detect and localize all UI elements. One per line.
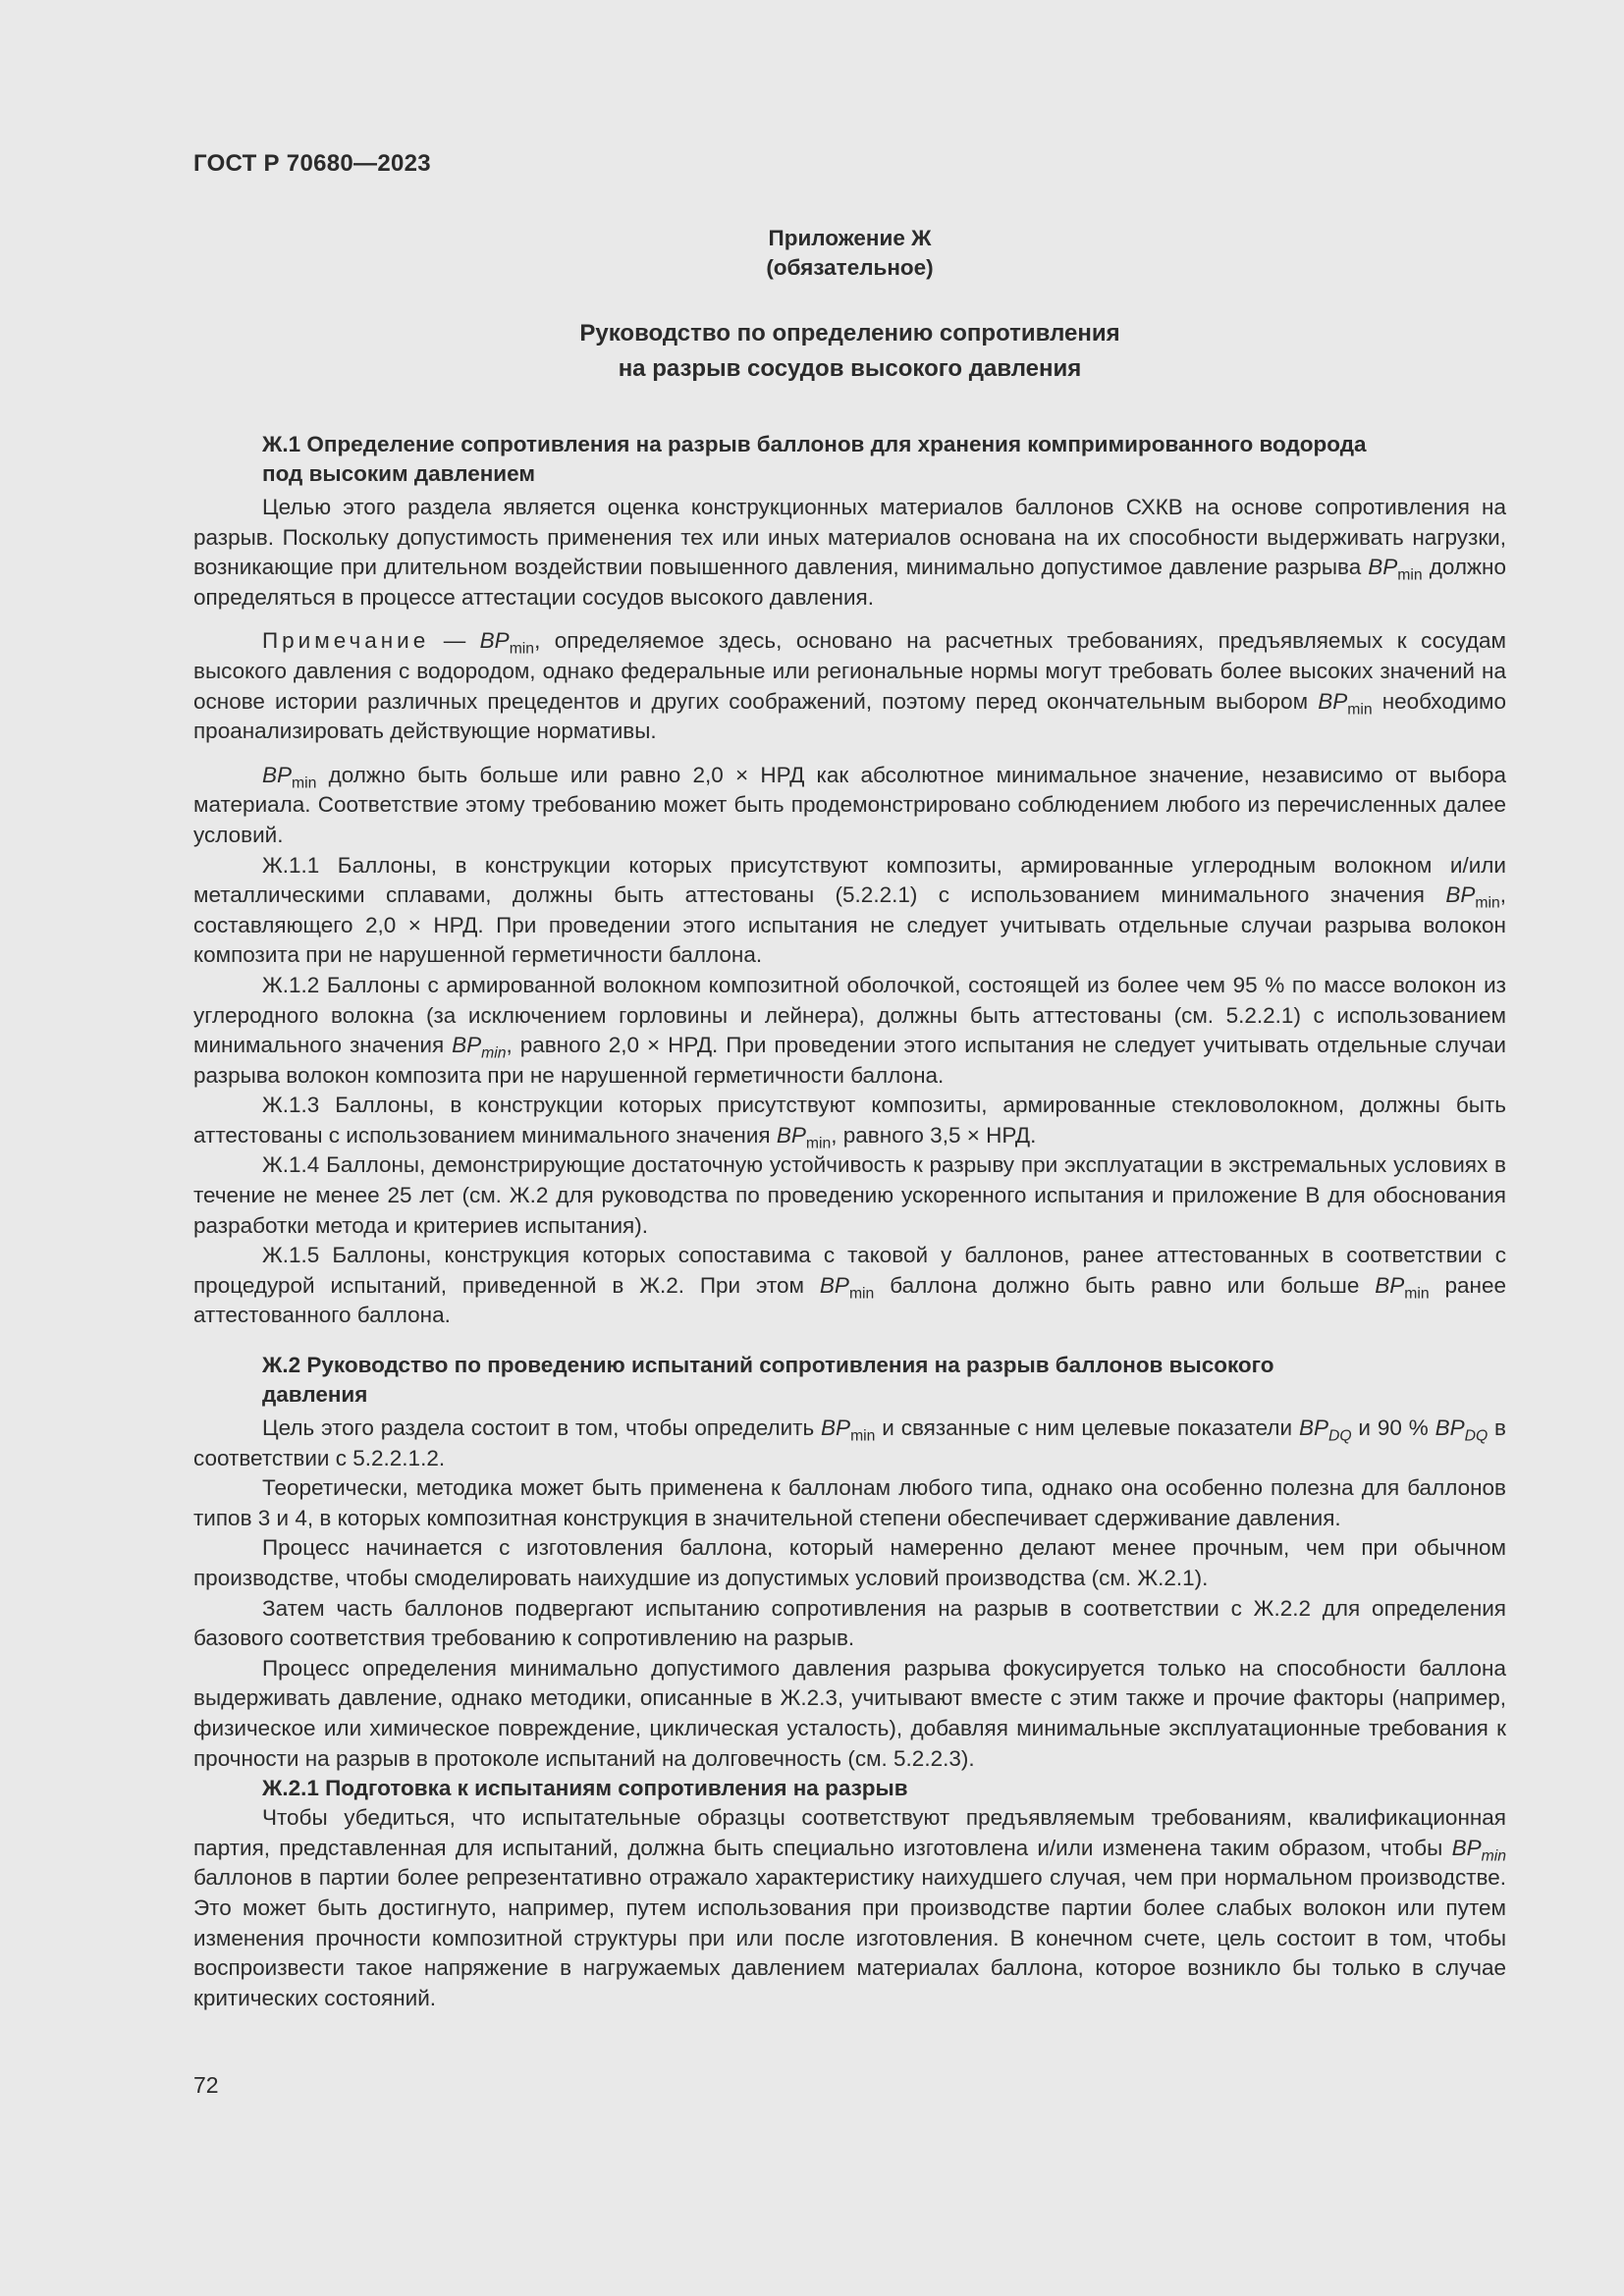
paragraph: Цель этого раздела состоит в том, чтобы определить $BP_{min}$ и связанные с ним целевые показатели $BP_{DQ}$ и 90 % $BP_{DQ}$ в соответствии с 5.2.2.1.2. bbox=[193, 1415, 1506, 1470]
clause-zh-1-4: Ж.1.4 Баллоны, демонстрирующие достаточную устойчивость к разрыву при эксплуатации в экстремальных условиях в течение не менее 25 лет (см. Ж.2 для руководства по проведению ускоренного испытания и приложение В для обоснования разработки метода и критериев испытания). bbox=[193, 1152, 1506, 1238]
paragraph: Затем часть баллонов подвергают испытанию сопротивления на разрыв в соответствии с Ж.2.2 для определения базового соответствия требованию к сопротивлению на разрыв. bbox=[193, 1595, 1506, 1651]
appendix-label: Приложение Ж bbox=[768, 226, 932, 250]
section-heading-zh2 bbox=[193, 1351, 1506, 1410]
paragraph: Целью этого раздела является оценка конструкционных материалов баллонов СХКВ на основе сопротивления на разрыв. Поскольку допустимость применения тех или иных материалов основана на их способности выдерживать нагрузки, возникающие при длительном воздействии повышенного давления, минимально допустимое давление разрыва $BP_{min}$ должно определяться в процессе аттестации сосудов высокого давления. bbox=[193, 495, 1506, 610]
paragraph: Процесс определения минимально допустимого давления разрыва фокусируется только на способности баллона выдерживать давление, однако методики, описанные в Ж.2.3, учитывают вместе с этим также и прочие факторы (например, физическое или химическое повреждение, циклическая усталость), добавляя минимальные эксплуатационные требования к прочности на разрыв в протоколе испытаний на долговечность (см. 5.2.2.3). bbox=[193, 1655, 1506, 1771]
paragraph: $BP_{min}$ должно быть больше или равно 2,0 × НРД как абсолютное минимальное значение, независимо от выбора материала. Соответствие этому требованию может быть продемонстрировано соблюдением любого из перечисленных далее условий. bbox=[193, 762, 1506, 847]
section-heading-zh1 bbox=[193, 430, 1506, 489]
heading-line-2: под высоким давлением bbox=[262, 461, 535, 486]
note-label: Примечание bbox=[262, 628, 430, 654]
clause-zh-1-3: Ж.1.3 Баллоны, в конструкции которых присутствуют композиты, армированные стекловолокном, должны быть аттестованы с использованием минимального значения $BP_{min}$, равного 3,5 × НРД. bbox=[193, 1093, 1506, 1152]
heading-line-1: Ж.2 Руководство по проведению испытаний сопротивления на разрыв баллонов высокого bbox=[262, 1353, 1274, 1378]
clause-zh-1-1: Ж.1.1 Баллоны, в конструкции которых присутствуют композиты, армированные углеродным волокном и/или металлическими сплавами, должны быть аттестованы (5.2.2.1) с использованием минимального значения $BP_{min}$, составляющего 2,0 × НРД. При проведении этого испытания не следует учитывать отдельные случаи разрыва волокон композита при не нарушенной герметичности баллона. bbox=[193, 852, 1506, 968]
paragraph: Теоретически, методика может быть применена к баллонам любого типа, однако она особенно полезна для баллонов типов 3 и 4, в которых композитная конструкция в значительной степени обеспечивает сдерживание давления. bbox=[193, 1475, 1506, 1530]
heading-line-2: давления bbox=[262, 1382, 368, 1408]
page-content bbox=[193, 224, 1506, 2013]
heading-line-1: Ж.1 Определение сопротивления на разрыв баллонов для хранения компримированного водорода bbox=[262, 432, 1367, 456]
page-number: 72 bbox=[193, 2072, 219, 2098]
subsection-heading-zh2-1: Ж.2.1 Подготовка к испытаниям сопротивления на разрыв bbox=[262, 1776, 908, 1801]
standard-number: ГОСТ Р 70680—2023 bbox=[193, 150, 431, 177]
clause-zh-1-5: Ж.1.5 Баллоны, конструкция которых сопоставима с таковой у баллонов, ранее аттестованных в соответствии с процедурой испытаний, приведенной в Ж.2. При этом $BP_{min}$ баллона должно быть равно или больше $BP_{min}$ ранее аттестованного баллона. bbox=[193, 1243, 1507, 1328]
appendix-status: (обязательное) bbox=[766, 255, 934, 280]
title-line-2: на разрыв сосудов высокого давления bbox=[618, 355, 1082, 382]
clause-zh-1-2: Ж.1.2 Баллоны с армированной волокном композитной оболочкой, состоящей из более чем 95 % по массе волокон из углеродного волокна (за исключением горловины и лейнера), должны быть аттестованы (см. 5.2.2.1) с использованием минимального значения $BP_{min}$, равного 2,0 × НРД. При проведении этого испытания не следует учитывать отдельные случаи разрыва волокон композита при не нарушенной герметичности баллона. bbox=[193, 972, 1506, 1088]
appendix-title bbox=[193, 316, 1506, 387]
paragraph: Процесс начинается с изготовления баллона, который намеренно делают менее прочным, чем при обычном производстве, чтобы смоделировать наихудшие из допустимых условий производства (см. Ж.2.1). bbox=[193, 1535, 1506, 1590]
note-paragraph: Примечание — $BP_{min}$, определяемое здесь, основано на расчетных требованиях, предъявляемых к сосудам высокого давления с водородом, однако федеральные или региональные нормы могут требовать более высоких значений на основе истории различных прецедентов и других соображений, поэтому перед окончательным выбором $BP_{min}$ необходимо проанализировать действующие нормативы. bbox=[193, 628, 1506, 744]
title-line-1: Руководство по определению сопротивления bbox=[579, 320, 1120, 347]
paragraph: Чтобы убедиться, что испытательные образцы соответствуют предъявляемым требованиям, квалификационная партия, представленная для испытаний, должна быть специально изготовлена и/или изменена таким образом, чтобы $BP_{min}$ баллонов в партии более репрезентативно отражало характеристику наихудшего случая, чем при нормальном производстве. Это может быть достигнуто, например, путем использования при производстве партии более слабых волокон или путем изменения прочности композитной структуры при или после изготовления. В конечном счете, цель состоит в том, чтобы воспроизвести такое напряжение в нагружаемых давлением материалах баллона, которое возникло бы только в случае критических состояний. bbox=[193, 1805, 1506, 2010]
